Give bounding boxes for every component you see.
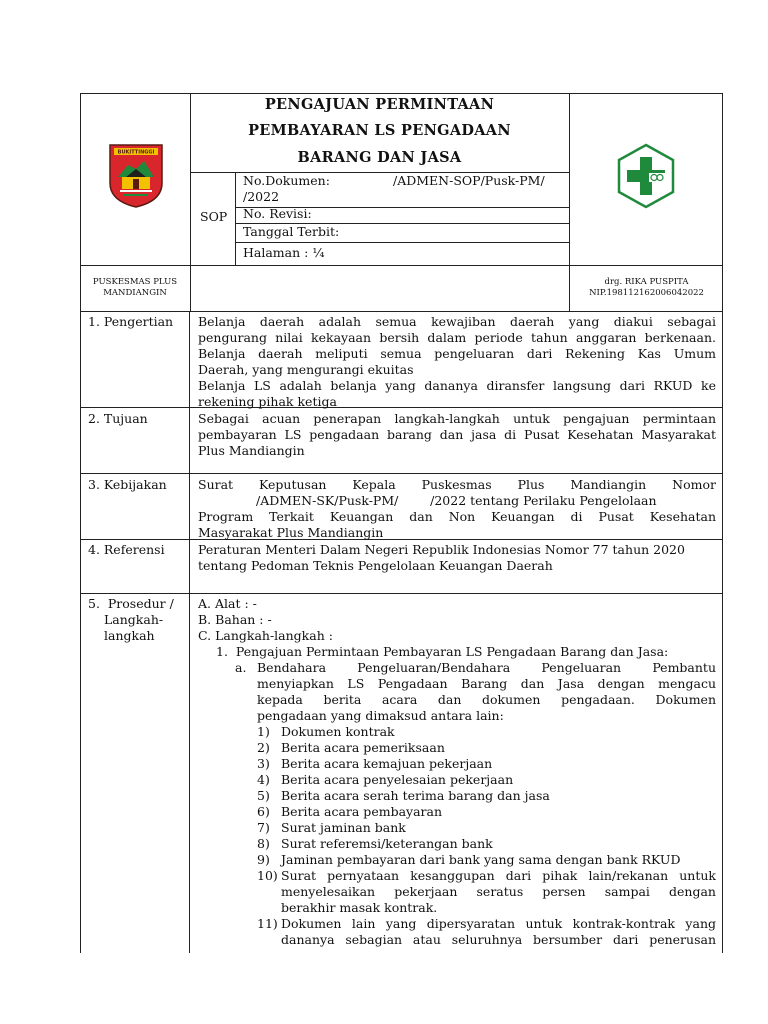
kebijakan-label: 3. Kebijakan [88, 477, 167, 492]
pengertian-line-2: pengurang nilai kekayaan bersih dalam periode tahun anggaran berkenaan. [198, 330, 716, 345]
pengertian-line-3: Belanja daerah meliputi semua pengeluaran dari Rekening Kas Umum [198, 346, 716, 361]
pengertian-line-4: Daerah, yang mengurangi ekuitas [198, 362, 414, 377]
list-item-number: 4) [257, 772, 270, 787]
org-name-line-1: PUSKESMAS PLUS [92, 277, 178, 287]
referensi-line-2: tentang Pedoman Teknis Pengelolaan Keuangan Daerah [198, 558, 553, 573]
step-a-marker: a. [235, 660, 247, 675]
prosedur-label-line-2: Langkah- [104, 612, 164, 627]
list-item: Berita acara pemeriksaan [281, 740, 445, 755]
no-dokumen-label: No.Dokumen: [243, 173, 330, 188]
step-a-line-1: Bendahara Pengeluaran/Bendahara Pengeluaran Pembantu [257, 660, 716, 675]
row-line-prosedur [80, 593, 723, 594]
pengertian-line-5: Belanja LS adalah belanja yang dananya diransfer langsung dari RKUD ke [198, 378, 716, 393]
list-item-number-10: 10) [257, 868, 278, 883]
row-line-tujuan [80, 407, 723, 408]
no-dokumen-year: /2022 [243, 189, 280, 204]
list-item-number-11: 11) [257, 916, 278, 931]
list-item-10-line-3: berakhir masak kontrak. [281, 900, 438, 915]
pengertian-line-6: rekening pihak ketiga [198, 394, 337, 409]
header-row-line-3 [235, 242, 570, 243]
prosedur-label-line-3: langkah [104, 628, 155, 643]
list-item-number: 6) [257, 804, 270, 819]
signer-name: drg. RIKA PUSPITA [604, 277, 689, 287]
tujuan-line-3: Plus Mandiangin [198, 443, 305, 458]
signer-nip: NIP.198112162006042022 [589, 288, 704, 298]
list-item-number: 9) [257, 852, 270, 867]
list-item: Berita acara pembayaran [281, 804, 443, 819]
pengertian-label: 1. Pengertian [88, 314, 174, 329]
tujuan-line-2: pembayaran LS pengadaan barang dan jasa di Pusat Kesehatan Masyarakat [198, 427, 716, 442]
kebijakan-line-1: Surat Keputusan Kepala Puskesmas Plus Mandiangin Nomor [198, 477, 716, 492]
sop-document [80, 93, 723, 953]
list-item: Dokumen kontrak [281, 724, 395, 739]
langkah-line: C. Langkah-langkah : [198, 628, 333, 643]
step-1-heading: 1. Pengajuan Permintaan Pembayaran LS Pengadaan Barang dan Jasa: [216, 644, 669, 659]
row-line-referensi [80, 539, 723, 540]
org-row-mid-box [190, 265, 570, 312]
document-title-line-3: BARANG DAN JASA [297, 149, 462, 166]
list-item-number: 8) [257, 836, 270, 851]
list-item: Jaminan pembayaran dari bank yang sama dengan bank RKUD [281, 852, 681, 867]
list-item-number: 5) [257, 788, 270, 803]
list-item-11-line-2: dananya sebagian atau seluruhnya bersumber dari penerusan [281, 932, 716, 947]
tujuan-line-1: Sebagai acuan penerapan langkah-langkah untuk pengajuan permintaan [198, 411, 716, 426]
document-title-line-1: PENGAJUAN PERMINTAAN [264, 96, 495, 113]
puskesmas-logo-icon [613, 143, 679, 209]
row-line-kebijakan [80, 473, 723, 474]
tujuan-label: 2. Tujuan [88, 411, 148, 426]
list-item-11-line-1: Dokumen lain yang dipersyaratan untuk kontrak-kontrak yang [281, 916, 716, 931]
no-revisi-label: No. Revisi: [243, 206, 312, 221]
kebijakan-line-3: Program Terkait Keuangan dan Non Keuangan di Pusat Kesehatan [198, 509, 716, 524]
list-item: Surat jaminan bank [281, 820, 406, 835]
list-item-10-line-2: menyelesaikan pekerjaan seratus persen sampai dengan [281, 884, 716, 899]
no-dokumen-value: /ADMEN-SOP/Pusk-PM/ [393, 173, 545, 188]
list-item-number: 7) [257, 820, 270, 835]
step-a-line-2: menyiapkan LS Pengadaan Barang dan Jasa dengan mengacu [257, 676, 716, 691]
tanggal-terbit-label: Tanggal Terbit: [243, 224, 340, 239]
kebijakan-line-2: /ADMEN-SK/Pusk-PM/ /2022 tentang Perilaku Pengelolaan [256, 493, 657, 508]
header-sop-divider [235, 172, 236, 266]
document-title-line-2: PEMBAYARAN LS PENGADAAN [248, 122, 511, 139]
step-a-line-3: kepada berita acara dan dokumen pengadaan. Dokumen [257, 692, 716, 707]
org-name-line-2: MANDIANGIN [103, 288, 167, 298]
halaman-label: Halaman : ¼ [243, 245, 325, 260]
list-item: Berita acara serah terima barang dan jasa [281, 788, 550, 803]
bahan-line: B. Bahan : - [198, 612, 272, 627]
list-item-number: 2) [257, 740, 270, 755]
city-emblem-icon [108, 143, 164, 209]
sop-label: SOP [200, 209, 228, 224]
list-item: Surat referemsi/keterangan bank [281, 836, 493, 851]
referensi-label: 4. Referensi [88, 542, 165, 557]
referensi-line-1: Peraturan Menteri Dalam Negeri Republik Indonesias Nomor 77 tahun 2020 [198, 542, 685, 557]
list-item: Berita acara penyelesaian pekerjaan [281, 772, 514, 787]
list-item: Berita acara kemajuan pekerjaan [281, 756, 493, 771]
list-item-number: 1) [257, 724, 270, 739]
kebijakan-line-4: Masyarakat Plus Mandiangin [198, 525, 384, 540]
step-a-line-4: pengadaan yang dimaksud antara lain: [257, 708, 504, 723]
alat-line: A. Alat : - [198, 596, 257, 611]
svg-text:BUKITTINGGI: BUKITTINGGI [117, 149, 155, 156]
pengertian-line-1: Belanja daerah adalah semua kewajiban daerah yang diakui sebagai [198, 314, 716, 329]
list-item-10-line-1: Surat pernyataan kesanggupan dari pihak lain/rekanan untuk [281, 868, 716, 883]
list-item-number: 3) [257, 756, 270, 771]
prosedur-label-line-1: 5. Prosedur / [88, 596, 174, 611]
